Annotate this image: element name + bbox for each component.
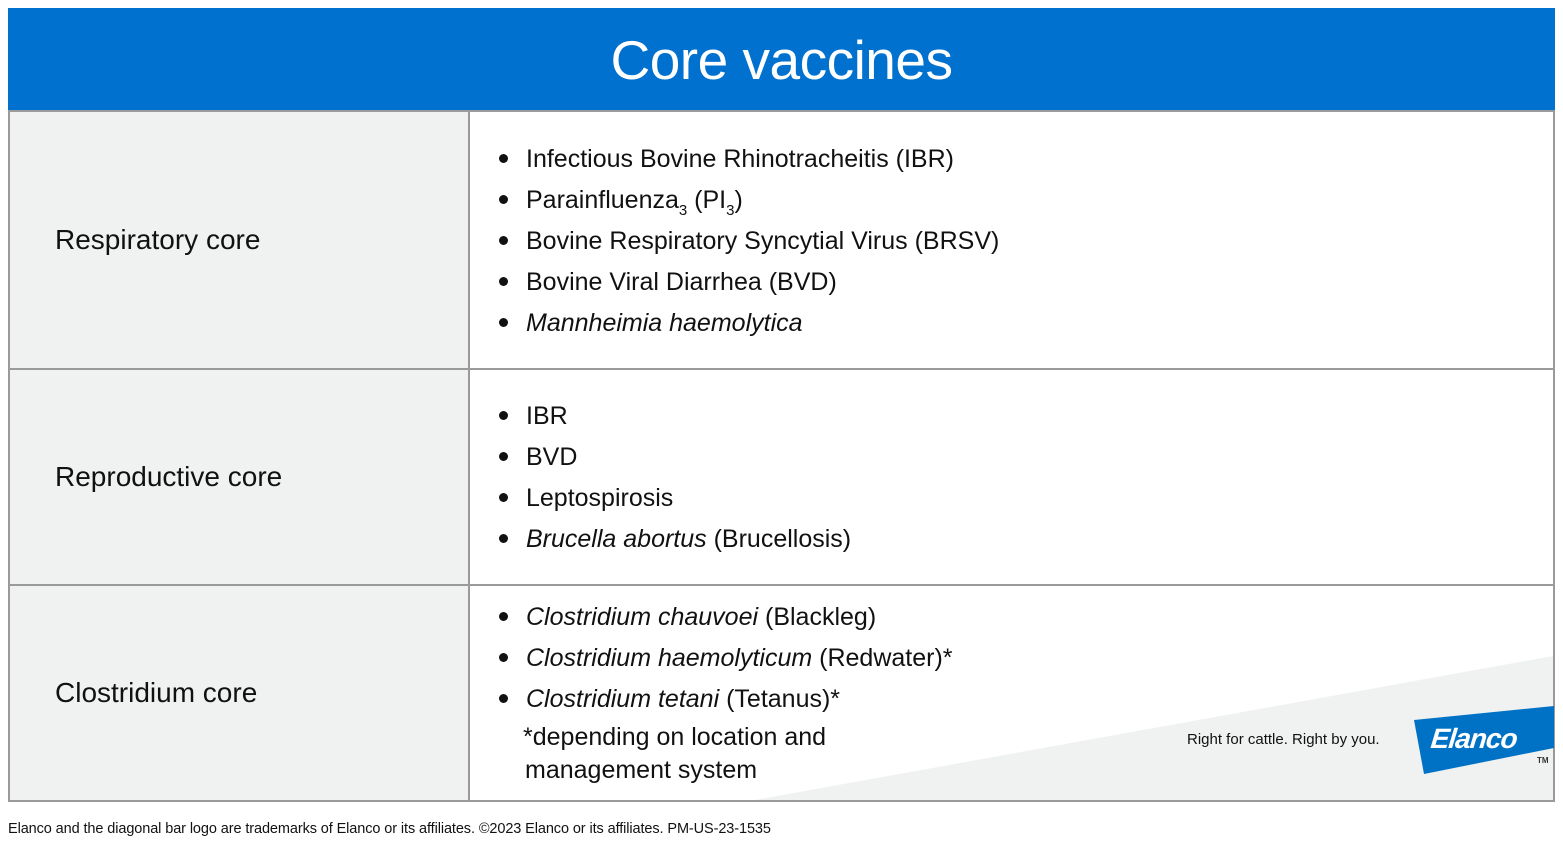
bullet-icon bbox=[499, 318, 508, 327]
row-label-cell bbox=[10, 112, 468, 368]
list-item: Clostridium chauvoei (Blackleg) bbox=[526, 597, 1553, 638]
bullet-icon bbox=[499, 236, 508, 245]
row-divider bbox=[10, 584, 1553, 586]
table-body bbox=[8, 110, 1555, 802]
list-item: BVD bbox=[526, 437, 1553, 478]
list-item: Clostridium haemolyticum (Redwater)* bbox=[526, 638, 1553, 679]
vaccine-list bbox=[526, 139, 1553, 344]
legal-disclaimer: Elanco and the diagonal bar logo are trademarks of Elanco or its affiliates. ©2023 Elanco or its affiliates. PM-US-23-1535 bbox=[8, 821, 771, 837]
bullet-icon bbox=[499, 493, 508, 502]
table-header bbox=[8, 8, 1555, 110]
bullet-icon bbox=[499, 277, 508, 286]
brand-tagline: Right for cattle. Right by you. bbox=[1187, 731, 1380, 748]
trademark-mark: TM bbox=[1537, 756, 1549, 765]
bullet-icon bbox=[499, 154, 508, 163]
bullet-icon bbox=[499, 534, 508, 543]
divider bbox=[10, 110, 1553, 112]
row-content-cell bbox=[470, 112, 1553, 368]
table-row-respiratory bbox=[10, 112, 1553, 368]
list-item: IBR bbox=[526, 396, 1553, 437]
vaccine-list bbox=[526, 396, 1553, 560]
row-label: Clostridium core bbox=[55, 677, 258, 708]
row-label-cell bbox=[10, 370, 468, 584]
bullet-icon bbox=[499, 694, 508, 703]
list-item: Infectious Bovine Rhinotracheitis (IBR) bbox=[526, 139, 1553, 180]
row-label: Respiratory core bbox=[55, 224, 261, 255]
table-row-clostridium bbox=[10, 586, 1553, 800]
list-item: Parainfluenza$_3$ $(PI_3)$ bbox=[526, 180, 1553, 221]
list-item: Bovine Viral Diarrhea (BVD) bbox=[526, 262, 1553, 303]
list-item: Bovine Respiratory Syncytial Virus (BRSV) bbox=[526, 221, 1553, 262]
column-divider bbox=[468, 586, 470, 800]
table-row-reproductive bbox=[10, 370, 1553, 584]
row-content-cell bbox=[470, 370, 1553, 584]
footnote: *depending on location and management system bbox=[523, 723, 827, 784]
bullet-icon bbox=[499, 612, 508, 621]
core-vaccines-table bbox=[8, 8, 1555, 802]
bullet-icon bbox=[499, 653, 508, 662]
list-item: Brucella abortus (Brucellosis) bbox=[526, 519, 1553, 560]
bullet-icon bbox=[499, 195, 508, 204]
column-divider bbox=[468, 370, 470, 584]
row-label: Reproductive core bbox=[55, 461, 283, 492]
row-divider bbox=[10, 368, 1553, 370]
bullet-icon bbox=[499, 411, 508, 420]
column-divider bbox=[468, 112, 470, 368]
row-label-cell bbox=[10, 586, 468, 800]
vaccine-list bbox=[526, 597, 1553, 720]
list-item: Clostridium tetani (Tetanus)* bbox=[526, 679, 1553, 720]
row-content-cell bbox=[470, 586, 1553, 800]
page-title: Core vaccines bbox=[610, 28, 953, 91]
elanco-logo-text: Elanco bbox=[1429, 723, 1519, 754]
bullet-icon bbox=[499, 452, 508, 461]
list-item: Mannheimia haemolytica bbox=[526, 303, 1553, 344]
list-item: Leptospirosis bbox=[526, 478, 1553, 519]
